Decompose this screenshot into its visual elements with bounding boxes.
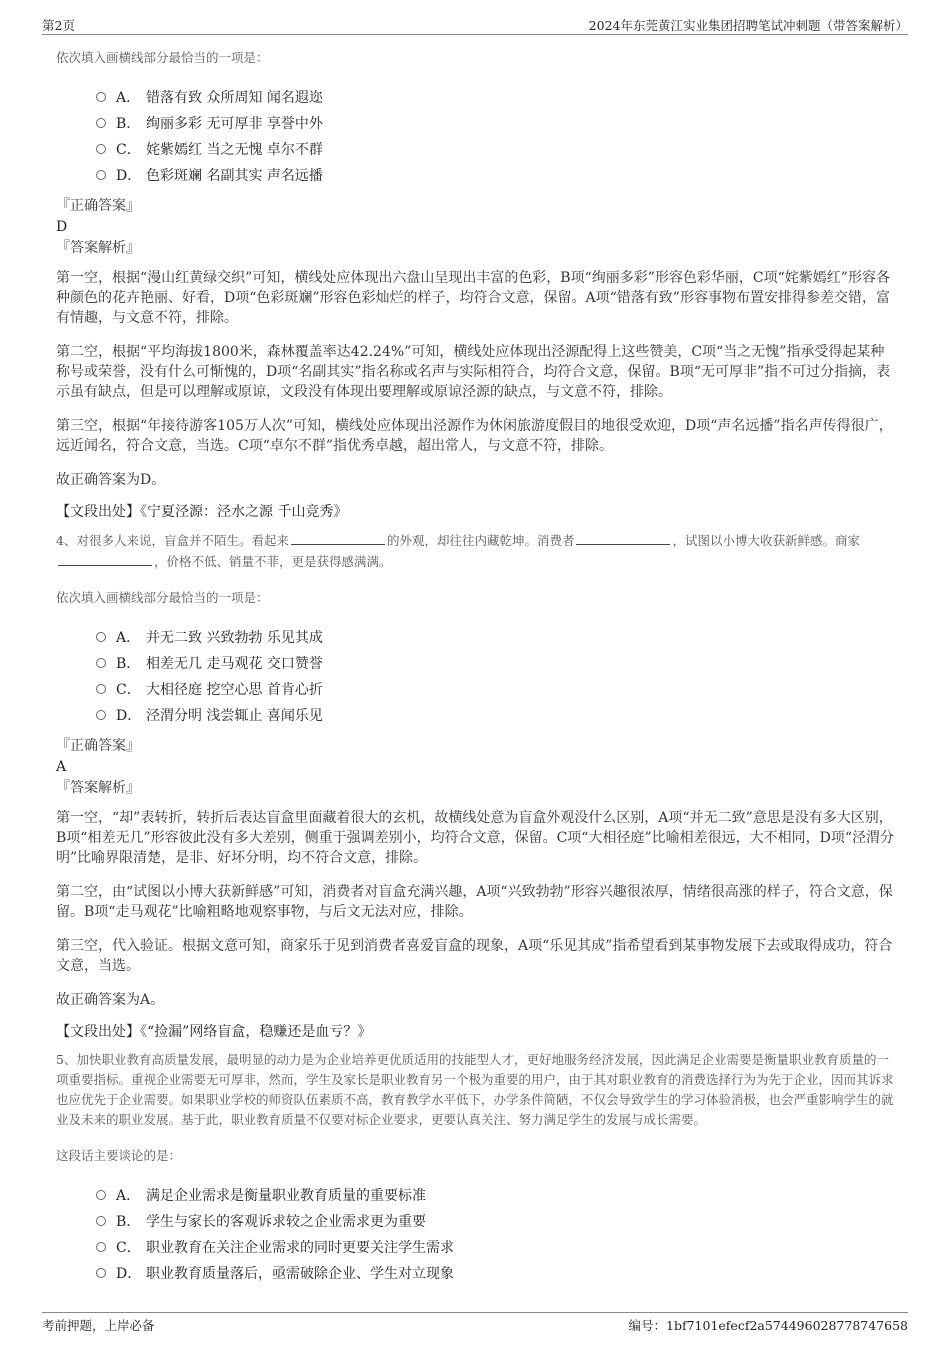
question-text-part: ，试图以小博大收获新鲜感。商家 xyxy=(672,533,860,548)
option-letter: B． xyxy=(116,1214,141,1230)
correct-answer: D xyxy=(56,219,68,235)
option-a[interactable] xyxy=(96,624,896,650)
analysis-label: 『答案解析』 xyxy=(56,240,140,256)
option-letter: B． xyxy=(116,116,141,132)
question-text-part: 的外观，却往往内藏乾坤。消费者 xyxy=(386,533,575,548)
analysis-paragraph: 第二空，根据“平均海拔1800米，森林覆盖率达42.24%”可知，横线处应体现出泾源配得上这些赞美，C项“当之无愧”指承受得起某种称号或荣誉，没有什么可惭愧的，D项“名副其实”指名称或名声与实际相符合，均符合文意，保留。B项“无可厚非”指不可过分指摘，表示虽有缺点，但是可以理解或原谅，文段没有体现出要理解或原谅泾源的缺点，与文意不符，排除。 xyxy=(56,344,891,400)
option-text: 满足企业需求是衡量职业教育质量的重要标准 xyxy=(146,1188,426,1204)
question-text xyxy=(56,530,896,572)
question-text-part: ，价格不低、销量不菲，更是获得感满满。 xyxy=(154,554,392,569)
question-4 xyxy=(56,530,896,1042)
option-text: 姹紫嫣红 当之无愧 卓尔不群 xyxy=(146,142,323,158)
option-b[interactable] xyxy=(96,110,896,136)
analysis-conclusion: 故正确答案为D。 xyxy=(56,472,166,488)
question-text-part: 4、对很多人来说，盲盒并不陌生。看起来 xyxy=(56,533,289,548)
radio-icon[interactable] xyxy=(96,1268,106,1278)
option-a[interactable] xyxy=(96,1182,896,1208)
option-letter: C． xyxy=(116,1240,141,1256)
page-content xyxy=(56,44,896,1286)
question-text: 5、加快职业教育高质量发展，最明显的动力是为企业培养更优质适用的技能型人才，更好地服务经济发展，因此满足企业需要是衡量职业教育质量的一项重要指标。重视企业需要无可厚非，然而，学生及家长是职业教育另一个极为重要的用户，由于其对职业教育的消费选择行为为先于企业，因而其诉求也应优先于企业需要。如果职业学校的师资队伍素质不高，教育教学水平低下，办学条件简陋，不仅会导致学生的学习体验消极，也会严重影响学生的就业及未来的职业发展。基于此，职业教育质量不仅要对标企业要求，更要认真关注、努力满足学生的发展与成长需要。 xyxy=(56,1052,894,1127)
analysis-paragraph: 第三空，根据“年接待游客105万人次”可知，横线处应体现出泾源作为休闲旅游度假目的地很受欢迎，D项“声名远播”指名声传得很广，远近闻名，符合文意，当选。C项“卓尔不群”指优秀卓越，超出常人，与文意不符，排除。 xyxy=(56,418,893,454)
source-citation: 【文段出处】《“捡漏”网络盲盒，稳赚还是血亏？》 xyxy=(56,1024,372,1040)
option-letter: A． xyxy=(116,90,141,106)
page-header xyxy=(42,14,908,35)
option-d[interactable] xyxy=(96,702,896,728)
analysis-paragraph: 第三空，代入验证。根据文意可知，商家乐于见到消费者喜爱盲盒的现象，A项“乐见其成”指希望看到某事物发展下去或取得成功，符合文意，当选。 xyxy=(56,938,893,974)
radio-icon[interactable] xyxy=(96,92,106,102)
option-letter: D． xyxy=(116,708,142,724)
option-text: 相差无几 走马观花 交口赞誉 xyxy=(146,656,323,672)
option-text: 职业教育质量落后，亟需破除企业、学生对立现象 xyxy=(146,1266,454,1282)
radio-icon[interactable] xyxy=(96,1190,106,1200)
question-instruction: 这段话主要谈论的是： xyxy=(56,1148,182,1163)
correct-answer: A xyxy=(56,759,67,775)
option-text: 大相径庭 挖空心思 首肯心折 xyxy=(146,682,323,698)
answer-label: 『正确答案』 xyxy=(56,198,140,214)
radio-icon[interactable] xyxy=(96,658,106,668)
analysis-paragraph: 第二空，由“试图以小博大获新鲜感”可知，消费者对盲盒充满兴趣，A项“兴致勃勃”形容兴趣很浓厚，情绪很高涨的样子，符合文意，保留。B项“走马观花”比喻粗略地观察事物，与后文无法对应，排除。 xyxy=(56,884,893,920)
option-d[interactable] xyxy=(96,162,896,188)
fill-blank xyxy=(576,530,670,545)
analysis-paragraph: 第一空，“却”表转折，转折后表达盲盒里面藏着很大的玄机，故横线处意为盲盒外观没什么区别，A项“并无二致”意思是没有多大区别，B项“相差无几”形容彼此没有多大差别，侧重于强调差别小，均符合文意，保留。C项“大相径庭”比喻相差很远，大不相同，D项“泾渭分明”比喻界限清楚，是非、好坏分明，均不符合文意，排除。 xyxy=(56,810,895,866)
radio-icon[interactable] xyxy=(96,144,106,154)
option-a[interactable] xyxy=(96,84,896,110)
option-text: 泾渭分明 浅尝辄止 喜闻乐见 xyxy=(146,708,323,724)
fill-blank xyxy=(291,530,385,545)
answer-label: 『正确答案』 xyxy=(56,738,140,754)
option-text: 学生与家长的客观诉求较之企业需求更为重要 xyxy=(146,1214,426,1230)
option-d[interactable] xyxy=(96,1260,896,1286)
radio-icon[interactable] xyxy=(96,1216,106,1226)
option-letter: A． xyxy=(116,630,141,646)
question-instruction: 依次填入画横线部分最恰当的一项是： xyxy=(56,50,269,65)
option-letter: D． xyxy=(116,1266,142,1282)
option-text: 错落有致 众所周知 闻名遐迩 xyxy=(146,90,323,106)
option-b[interactable] xyxy=(96,650,896,676)
option-list xyxy=(96,624,896,728)
radio-icon[interactable] xyxy=(96,710,106,720)
radio-icon[interactable] xyxy=(96,1242,106,1252)
radio-icon[interactable] xyxy=(96,170,106,180)
option-c[interactable] xyxy=(96,1234,896,1260)
analysis-label: 『答案解析』 xyxy=(56,780,140,796)
page-footer xyxy=(42,1312,908,1333)
option-letter: C． xyxy=(116,142,141,158)
option-c[interactable] xyxy=(96,676,896,702)
option-letter: B． xyxy=(116,656,141,672)
fill-blank xyxy=(58,551,152,566)
source-citation: 【文段出处】《宁夏泾源：泾水之源 千山竞秀》 xyxy=(56,504,348,520)
option-c[interactable] xyxy=(96,136,896,162)
footer-slogan: 考前押题，上岸必备 xyxy=(42,1318,155,1333)
radio-icon[interactable] xyxy=(96,118,106,128)
radio-icon[interactable] xyxy=(96,684,106,694)
question-5 xyxy=(56,1050,896,1286)
option-letter: A． xyxy=(116,1188,141,1204)
option-list xyxy=(96,1182,896,1286)
document-title: 2024年东莞黄江实业集团招聘笔试冲刺题（带答案解析） xyxy=(588,18,908,33)
analysis-paragraph: 第一空，根据“漫山红黄绿交织”可知，横线处应体现出六盘山呈现出丰富的色彩，B项“绚丽多彩”形容色彩华丽，C项“姹紫嫣红”形容各种颜色的花卉艳丽、好看，D项“色彩斑斓”形容色彩灿烂的样子，均符合文意，保留。A项“错落有致”形容事物布置安排得参差交错，富有情趣，与文意不符，排除。 xyxy=(56,270,890,326)
option-list xyxy=(96,84,896,188)
question-instruction: 依次填入画横线部分最恰当的一项是： xyxy=(56,590,269,605)
radio-icon[interactable] xyxy=(96,632,106,642)
analysis-conclusion: 故正确答案为A。 xyxy=(56,992,165,1008)
question-3 xyxy=(56,48,896,522)
option-text: 色彩斑斓 名副其实 声名远播 xyxy=(146,168,323,184)
option-text: 绚丽多彩 无可厚非 享誉中外 xyxy=(146,116,323,132)
option-b[interactable] xyxy=(96,1208,896,1234)
document-code: 编号：1bf7101efecf2a574496028778747658 xyxy=(628,1318,908,1333)
option-text: 职业教育在关注企业需求的同时更要关注学生需求 xyxy=(146,1240,454,1256)
option-text: 并无二致 兴致勃勃 乐见其成 xyxy=(146,630,323,646)
option-letter: D． xyxy=(116,168,142,184)
option-letter: C． xyxy=(116,682,141,698)
page-number: 第2页 xyxy=(42,18,75,33)
